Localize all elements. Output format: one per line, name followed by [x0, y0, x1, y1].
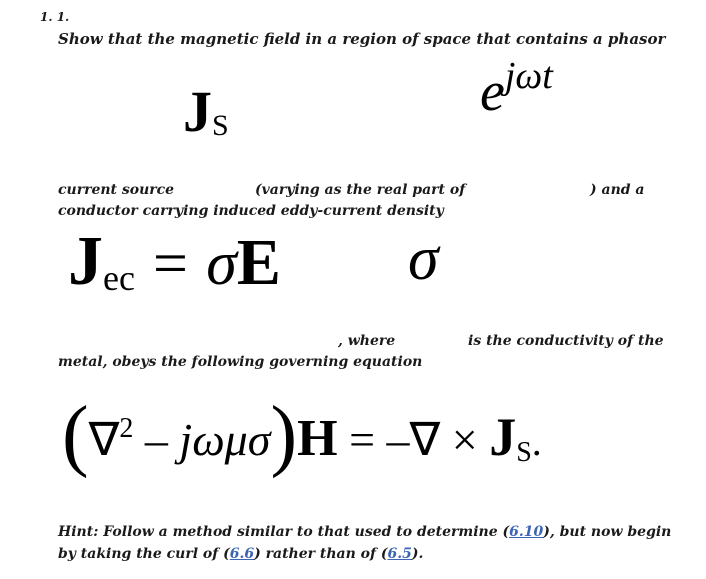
problem-text-line4b: is the conductivity of the — [468, 333, 664, 349]
problem-text-line4a: , where — [338, 333, 396, 349]
hint-line1: Hint: Follow a method similar to that used to determine (6.10), but now begin — [58, 524, 672, 540]
governing-equation: (∇2 – jωμσ)H = –∇ × JS. — [62, 391, 542, 479]
problem-text-line3: conductor carrying induced eddy-current density — [58, 203, 444, 219]
problem-text-line2b: (varying as the real part of — [255, 182, 466, 198]
equation-ref-6-10[interactable]: 6.10 — [509, 524, 544, 540]
hint-line2: by taking the curl of (6.6) rather than of (6.5). — [58, 546, 424, 562]
equation-jec: Jec = σE — [68, 223, 281, 300]
problem-text-line2a: current source — [58, 182, 175, 198]
equation-js: JS — [183, 79, 229, 144]
equation-exponential: ejωt — [480, 55, 553, 123]
problem-text-line2c: ) and a — [590, 182, 645, 198]
problem-text-line1: Show that the magnetic field in a region of space that contains a phasor — [58, 30, 666, 48]
equation-ref-6-6[interactable]: 6.6 — [229, 546, 255, 562]
problem-number: 1. 1. — [40, 10, 70, 24]
problem-text-line5: metal, obeys the following governing equation — [58, 354, 423, 370]
equation-sigma: σ — [408, 225, 439, 293]
equation-ref-6-5[interactable]: 6.5 — [387, 546, 412, 562]
